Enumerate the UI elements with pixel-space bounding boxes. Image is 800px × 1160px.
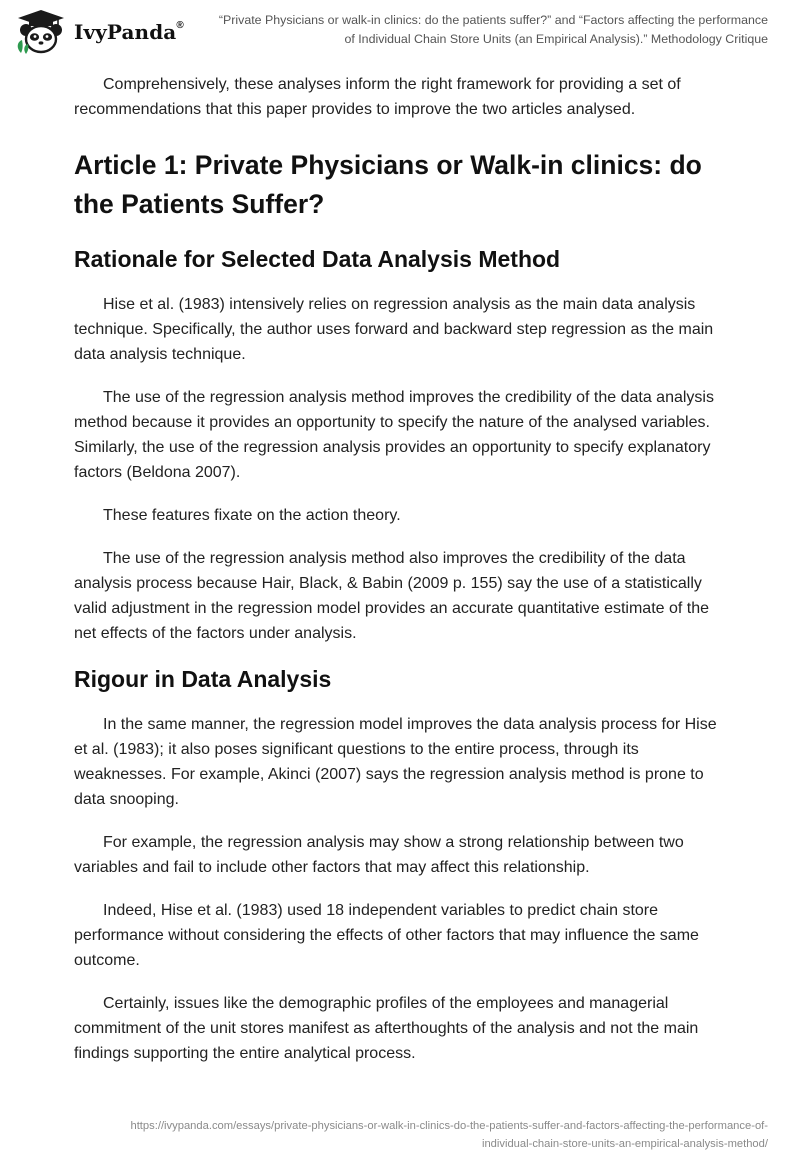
section-heading-rigour: Rigour in Data Analysis: [74, 666, 332, 692]
panda-graduate-icon: [14, 9, 68, 55]
paragraph: These features fixate on the action theory.: [103, 507, 401, 524]
paragraph: Indeed, Hise et al. (1983) used 18 independent variables to predict chain store performance without considering the effects of other factors that may influence the same outcome.: [74, 902, 699, 969]
page-header: [0, 0, 800, 60]
source-url-line: individual-chain-store-units-an-empirical-analysis-method/: [481, 1138, 768, 1150]
article-body: [74, 72, 724, 1084]
paragraph: In the same manner, the regression model improves the data analysis process for Hise et al. (1983); it also poses significant questions to the entire process, through its weaknesses. For example, Akinci (2007) says the regression analysis method is prone to data snooping.: [74, 716, 717, 808]
source-url-line: https://ivypanda.com/essays/private-physicians-or-walk-in-clinics-do-the-patients-suffer-and-factors-affecting-the-performance-of-: [130, 1120, 768, 1132]
paragraph: Certainly, issues like the demographic profiles of the employees and managerial commitment of the unit stores manifest as afterthoughts of the analysis and not the main findings supporting the entire analytical process.: [74, 995, 699, 1062]
intro-paragraph: Comprehensively, these analyses inform the right framework for providing a set of recommendations that this paper provides to improve the two articles analysed.: [74, 76, 681, 118]
paragraph: For example, the regression analysis may show a strong relationship between two variables and fail to include other factors that may affect this relationship.: [74, 834, 684, 876]
document-title-line: “Private Physicians or walk-in clinics: do the patients suffer?” and “Factors affecting the performance: [218, 13, 768, 27]
article-heading: Article 1: Private Physicians or Walk-in clinics: do the Patients Suffer?: [74, 150, 702, 219]
document-title-line: of Individual Chain Store Units (an Empirical Analysis).” Methodology Critique: [344, 32, 768, 46]
paragraph: Hise et al. (1983) intensively relies on regression analysis as the main data analysis technique. Specifically, the author uses forward and backward step regression as the main data analysis technique.: [74, 296, 714, 363]
brand-name: IvyPanda®: [74, 20, 184, 44]
ivypanda-logo[interactable]: [14, 9, 184, 55]
paragraph: The use of the regression analysis method also improves the credibility of the data analysis process because Hair, Black, & Babin (2009 p. 155) say the use of a statistically valid adjustment in the regression model provides an accurate quantitative estimate of the net effects of the factors under analysis.: [74, 550, 710, 642]
section-heading-rationale: Rationale for Selected Data Analysis Method: [74, 246, 561, 272]
document-title: [208, 11, 768, 49]
paragraph: The use of the regression analysis method improves the credibility of the data analysis method because it provides an opportunity to specify the nature of the analysed variables. Similarly, the use of the regression analysis provides an opportunity to specify explanatory factors (Beldona 2007).: [74, 389, 714, 481]
source-url[interactable]: [28, 1117, 768, 1153]
